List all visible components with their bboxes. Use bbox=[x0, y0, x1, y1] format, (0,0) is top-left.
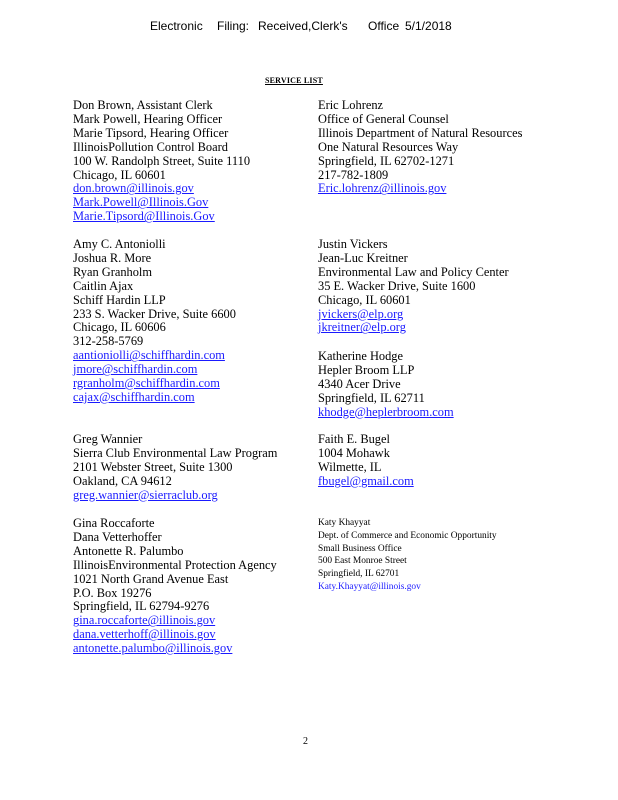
email-link[interactable]: jvickers@elp.org bbox=[318, 306, 404, 321]
contact-line: Sierra Club Environmental Law Program bbox=[73, 445, 278, 460]
email-link[interactable]: antonette.palumbo@illinois.gov bbox=[73, 641, 233, 656]
email-link[interactable]: cajax@schiffhardin.com bbox=[73, 389, 195, 404]
email-link[interactable]: jkreitner@elp.org bbox=[318, 320, 406, 335]
header-received: Received,Clerk's bbox=[258, 19, 348, 33]
email-link[interactable]: khodge@heplerbroom.com bbox=[318, 404, 454, 419]
contact-line: Wilmette, IL bbox=[318, 459, 382, 474]
header-date: 5/1/2018 bbox=[405, 19, 452, 33]
contact-block bbox=[318, 433, 414, 489]
email-link[interactable]: fbugel@gmail.com bbox=[318, 473, 414, 488]
contact-line: Chicago, IL 60606 bbox=[73, 320, 166, 335]
contact-line: Amy C. Antoniolli bbox=[73, 237, 166, 251]
contact-line: One Natural Resources Way bbox=[318, 139, 459, 154]
contact-line: Katy Khayyat bbox=[318, 518, 371, 528]
contact-line: Antonette R. Palumbo bbox=[73, 543, 184, 558]
contact-line: 500 East Monroe Street bbox=[318, 556, 407, 567]
contact-line: Marie Tipsord, Hearing Officer bbox=[73, 125, 229, 140]
contact-line: Springfield, IL 62701 bbox=[318, 569, 400, 580]
email-link[interactable]: aantioniolli@schiffhardin.com bbox=[73, 348, 225, 363]
contact-line: 100 W. Randolph Street, Suite 1110 bbox=[73, 153, 251, 168]
contact-line: Gina Roccaforte bbox=[73, 516, 155, 530]
contact-line: 1021 North Grand Avenue East bbox=[73, 571, 229, 586]
contact-line: Springfield, IL 62702-1271 bbox=[318, 153, 455, 168]
contact-line: IllinoisPollution Control Board bbox=[73, 139, 228, 154]
contact-line: Springfield, IL 62711 bbox=[318, 390, 425, 405]
email-link[interactable]: dana.vetterhoff@illinois.gov bbox=[73, 627, 216, 642]
contact-line: Faith E. Bugel bbox=[318, 432, 390, 446]
contact-line: Illinois Department of Natural Resources bbox=[318, 125, 523, 140]
email-link[interactable]: greg.wannier@sierraclub.org bbox=[73, 487, 218, 502]
header-electronic: Electronic bbox=[150, 19, 203, 33]
email-link[interactable]: Marie.Tipsord@Illinois.Gov bbox=[73, 209, 215, 224]
contact-line: Don Brown, Assistant Clerk bbox=[73, 98, 213, 112]
contact-line: 1004 Mohawk bbox=[318, 445, 390, 460]
contact-line: Katherine Hodge bbox=[318, 349, 403, 363]
contact-block bbox=[73, 99, 250, 224]
email-link[interactable]: gina.roccaforte@illinois.gov bbox=[73, 613, 216, 628]
header-office: Office bbox=[368, 19, 400, 33]
contact-line: 2101 Webster Street, Suite 1300 bbox=[73, 459, 233, 474]
contact-line: Hepler Broom LLP bbox=[318, 362, 415, 377]
contact-block bbox=[318, 517, 497, 594]
contact-line: Justin Vickers bbox=[318, 237, 388, 251]
contact-line: P.O. Box 19276 bbox=[73, 585, 152, 600]
contact-block bbox=[73, 517, 277, 656]
contact-line: Joshua R. More bbox=[73, 250, 152, 265]
contact-line: Chicago, IL 60601 bbox=[318, 292, 411, 307]
contact-line: Springfield, IL 62794-9276 bbox=[73, 599, 210, 614]
contact-block bbox=[318, 350, 454, 420]
contact-line: Caitlin Ajax bbox=[73, 278, 134, 293]
email-link[interactable]: Eric.lohrenz@illinois.gov bbox=[318, 181, 447, 196]
contact-line: Environmental Law and Policy Center bbox=[318, 264, 509, 279]
contact-line: Small Business Office bbox=[318, 543, 402, 554]
contact-line: Jean-Luc Kreitner bbox=[318, 250, 408, 265]
contact-line: 233 S. Wacker Drive, Suite 6600 bbox=[73, 306, 236, 321]
contact-line: Chicago, IL 60601 bbox=[73, 167, 166, 182]
email-link[interactable]: jmore@schiffhardin.com bbox=[73, 362, 198, 377]
header-filing: Filing: bbox=[217, 19, 250, 33]
contact-line: Greg Wannier bbox=[73, 432, 143, 446]
contact-line: Oakland, CA 94612 bbox=[73, 473, 172, 488]
contact-line: 217-782-1809 bbox=[318, 167, 389, 182]
contact-line: Office of General Counsel bbox=[318, 111, 449, 126]
email-link[interactable]: don.brown@illinois.gov bbox=[73, 181, 194, 196]
email-link[interactable]: Katy.Khayyat@illinois.gov bbox=[318, 581, 421, 592]
contact-line: IllinoisEnvironmental Protection Agency bbox=[73, 557, 277, 572]
contact-line: 312-258-5769 bbox=[73, 334, 144, 349]
email-link[interactable]: Mark.Powell@Illinois.Gov bbox=[73, 195, 209, 210]
contact-block bbox=[73, 433, 277, 503]
contact-block bbox=[73, 238, 236, 405]
contact-line: Dept. of Commerce and Economic Opportunity bbox=[318, 530, 497, 541]
email-link[interactable]: rgranholm@schiffhardin.com bbox=[73, 376, 220, 391]
contact-line: 35 E. Wacker Drive, Suite 1600 bbox=[318, 278, 476, 293]
page-number: 2 bbox=[303, 736, 308, 747]
service-list-title: SERVICE LIST bbox=[265, 76, 323, 85]
contact-line: 4340 Acer Drive bbox=[318, 376, 401, 391]
contact-line: Mark Powell, Hearing Officer bbox=[73, 111, 223, 126]
contact-block bbox=[318, 99, 522, 196]
contact-line: Dana Vetterhoffer bbox=[73, 529, 162, 544]
contact-line: Schiff Hardin LLP bbox=[73, 292, 166, 307]
contact-block bbox=[318, 238, 509, 335]
contact-line: Eric Lohrenz bbox=[318, 98, 384, 112]
contact-line: Ryan Granholm bbox=[73, 264, 152, 279]
